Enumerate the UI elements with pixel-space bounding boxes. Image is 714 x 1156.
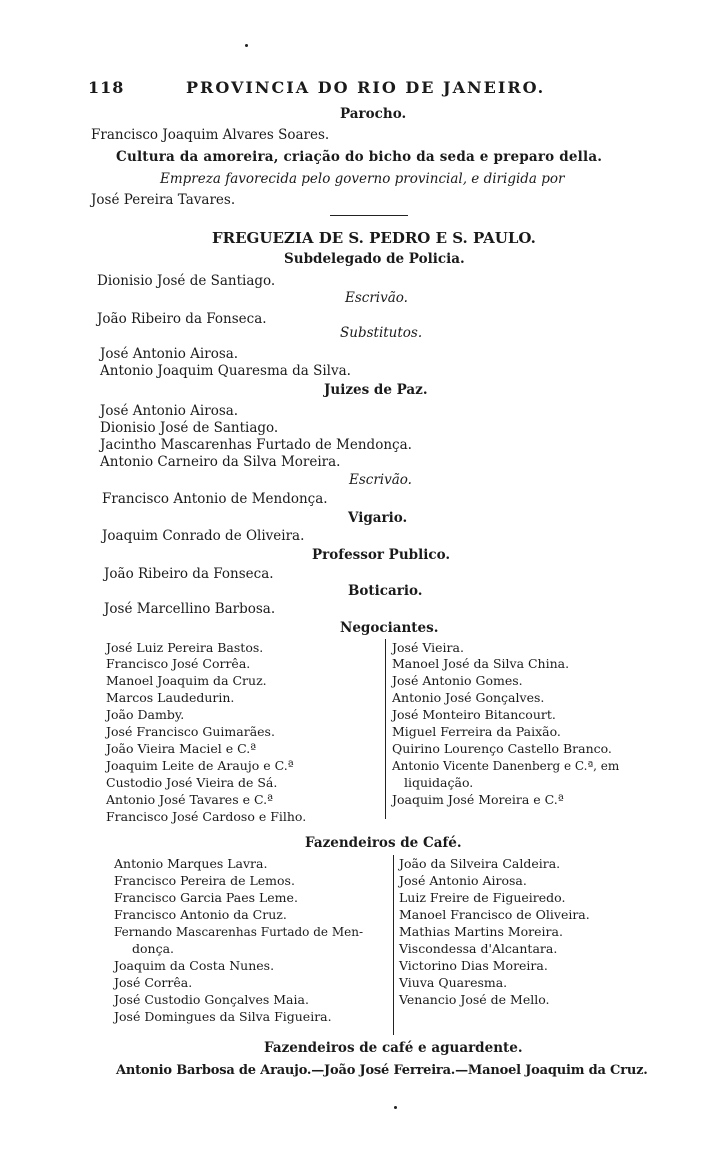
negociante-left-1: José Luiz Pereira Bastos. [106, 640, 264, 655]
fazendeiro-right-6: Viscondessa d'Alcantara. [399, 941, 558, 956]
negociantes-heading: Negociantes. [340, 620, 439, 636]
escrivao2-name: Francisco Antonio de Mendonça. [102, 491, 328, 507]
aguardente-line: Antonio Barbosa de Araujo.—João José Ferreira.—Manoel Joaquim da Cruz. [116, 1063, 648, 1078]
negociante-left-2: Francisco José Corrêa. [106, 656, 251, 671]
juiz-1: José Antonio Airosa. [100, 403, 239, 419]
fazendeiro-left-1: Antonio Marques Lavra. [114, 856, 268, 871]
fazendeiro-right-7: Victorino Dias Moreira. [399, 958, 548, 973]
director-name: José Pereira Tavares. [91, 192, 236, 208]
substitutos-heading: Substitutos. [340, 325, 423, 341]
vigario-name: Joaquim Conrado de Oliveira. [102, 528, 305, 544]
parocho-heading: Parocho. [340, 106, 407, 122]
negociante-left-6: José Francisco Guimarães. [106, 724, 275, 739]
culture-line: Cultura da amoreira, criação do bicho da seda e preparo della. [116, 149, 603, 165]
negociante-right-8: Antonio Vicente Danenberg e C.ª, em [392, 759, 620, 773]
fazendeiro-left-4: Francisco Antonio da Cruz. [114, 907, 287, 922]
vigario-heading: Vigario. [348, 510, 408, 526]
subdelegado-heading: Subdelegado de Policia. [284, 251, 465, 267]
negociante-right-5: José Monteiro Bitancourt. [392, 707, 556, 722]
escrivao2-heading: Escrivão. [349, 472, 412, 488]
fazendeiro-right-4: Manoel Francisco de Oliveira. [399, 907, 590, 922]
empresa-line: Empreza favorecida pelo governo provincial, e dirigida por [160, 171, 565, 187]
negociante-left-9: Custodio José Vieira de Sá. [106, 775, 278, 790]
negociante-left-3: Manoel Joaquim da Cruz. [106, 673, 267, 688]
negociantes-divider [385, 639, 386, 819]
negociante-right-7: Quirino Lourenço Castello Branco. [392, 741, 612, 756]
page-number: 118 [88, 78, 125, 97]
parocho-name: Francisco Joaquim Alvares Soares. [91, 127, 330, 143]
professor-heading: Professor Publico. [312, 547, 451, 563]
subdelegado-name: Dionisio José de Santiago. [97, 273, 276, 289]
negociante-left-4: Marcos Laudedurin. [106, 690, 235, 705]
negociante-right-9: liquidação. [404, 775, 474, 790]
section-rule [330, 215, 408, 216]
negociante-left-10: Antonio José Tavares e C.ª [106, 792, 273, 807]
bottom-dot [394, 1106, 397, 1109]
professor-name: João Ribeiro da Fonseca. [104, 566, 274, 582]
negociante-right-10: Joaquim José Moreira e C.ª [392, 792, 564, 807]
fazendeiro-left-8: José Corrêa. [114, 975, 193, 990]
fazendeiro-right-9: Venancio José de Mello. [399, 992, 550, 1007]
aguardente-heading: Fazendeiros de café e aguardente. [264, 1040, 523, 1056]
fazendeiro-left-9: José Custodio Gonçalves Maia. [114, 992, 309, 1007]
negociante-right-2: Manoel José da Silva China. [392, 656, 570, 671]
juiz-3: Jacintho Mascarenhas Furtado de Mendonça. [100, 437, 412, 453]
negociante-right-1: José Vieira. [392, 640, 464, 655]
fazendeiro-right-5: Mathias Martins Moreira. [399, 924, 563, 939]
substituto-1: José Antonio Airosa. [100, 346, 239, 362]
page-title: PROVINCIA DO RIO DE JANEIRO. [186, 78, 546, 97]
fazendeiro-right-1: João da Silveira Caldeira. [399, 856, 561, 871]
negociante-left-7: João Vieira Maciel e C.ª [106, 741, 257, 756]
fazendeiro-left-5: Fernando Mascarenhas Furtado de Men- [114, 925, 363, 939]
juizes-heading: Juizes de Paz. [324, 382, 428, 398]
juiz-4: Antonio Carneiro da Silva Moreira. [100, 454, 341, 470]
negociante-right-3: José Antonio Gomes. [392, 673, 523, 688]
negociante-left-8: Joaquim Leite de Araujo e C.ª [106, 758, 294, 773]
fazendeiro-left-10: José Domingues da Silva Figueira. [114, 1009, 332, 1024]
fazendeiro-left-2: Francisco Pereira de Lemos. [114, 873, 295, 888]
negociante-right-6: Miguel Ferreira da Paixão. [392, 724, 561, 739]
fazendeiros-divider [393, 855, 394, 1035]
substituto-2: Antonio Joaquim Quaresma da Silva. [100, 363, 351, 379]
boticario-heading: Boticario. [348, 583, 423, 599]
negociante-right-4: Antonio José Gonçalves. [392, 690, 545, 705]
fazendeiro-left-6: donça. [132, 941, 175, 956]
juiz-2: Dionisio José de Santiago. [100, 420, 279, 436]
fazendeiro-right-8: Viuva Quaresma. [399, 975, 508, 990]
boticario-name: José Marcellino Barbosa. [104, 601, 276, 617]
negociante-left-11: Francisco José Cardoso e Filho. [106, 809, 307, 824]
fazendeiro-right-3: Luiz Freire de Figueiredo. [399, 890, 566, 905]
fazendeiro-left-7: Joaquim da Costa Nunes. [114, 958, 275, 973]
top-dot [245, 44, 248, 47]
escrivao-heading: Escrivão. [345, 290, 408, 306]
escrivao-name: João Ribeiro da Fonseca. [97, 311, 267, 327]
fazendeiros-heading: Fazendeiros de Café. [305, 835, 462, 851]
negociante-left-5: João Damby. [106, 707, 185, 722]
fazendeiro-left-3: Francisco Garcia Paes Leme. [114, 890, 298, 905]
fazendeiro-right-2: José Antonio Airosa. [399, 873, 527, 888]
freguezia-title: FREGUEZIA DE S. PEDRO E S. PAULO. [212, 229, 536, 247]
